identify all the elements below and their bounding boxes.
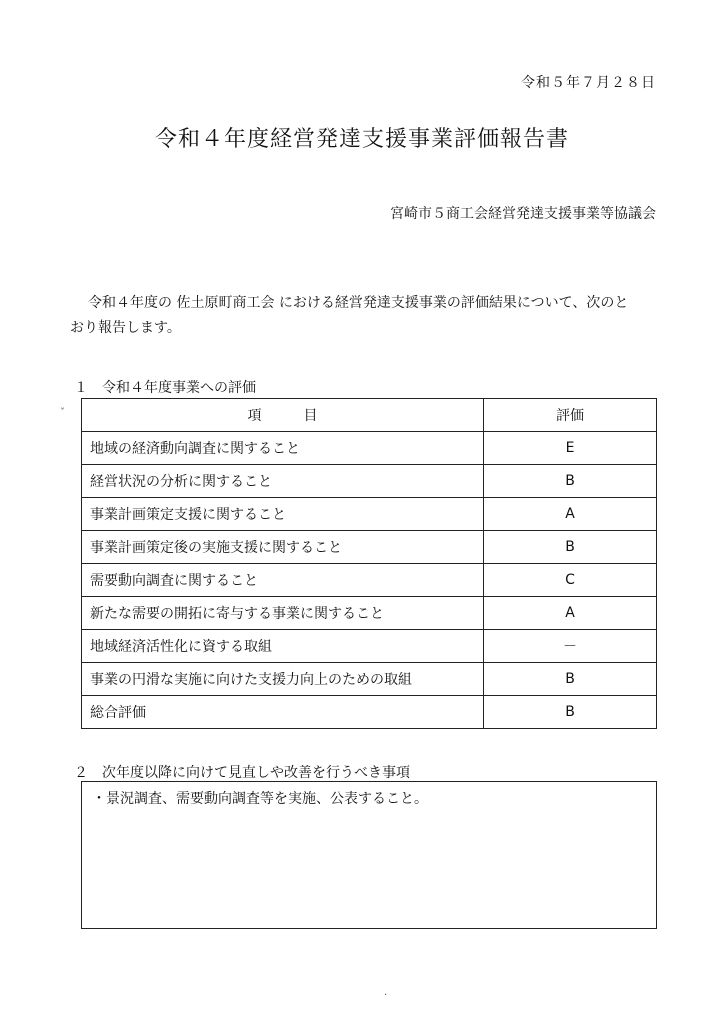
row-grade: C	[484, 564, 657, 597]
row-item: 事業の円滑な実施に向けた支援力向上のための取組	[82, 663, 484, 696]
organization-name: 宮崎市５商工会経営発達支援事業等協議会	[390, 206, 656, 222]
table-row	[82, 531, 657, 564]
intro-paragraph	[70, 291, 670, 341]
scan-mark: ·	[384, 990, 388, 1001]
row-grade: －	[484, 630, 657, 663]
row-item: 事業計画策定後の実施支援に関すること	[82, 531, 484, 564]
intro-line-1: 令和４年度の 佐土原町商工会 における経営発達支援事業の評価結果について、次のと	[88, 295, 629, 311]
row-grade: B	[484, 531, 657, 564]
row-grade: B	[484, 465, 657, 498]
table-row	[82, 564, 657, 597]
table-row	[82, 630, 657, 663]
table-row	[82, 498, 657, 531]
row-item: 地域経済活性化に資する取組	[82, 630, 484, 663]
row-grade: A	[484, 498, 657, 531]
row-grade: E	[484, 432, 657, 465]
table-row	[82, 663, 657, 696]
improvement-notes-box	[81, 781, 657, 929]
row-item: 地域の経済動向調査に関すること	[82, 432, 484, 465]
intro-line-2: おり報告します。	[70, 320, 181, 336]
row-item: 事業計画策定支援に関すること	[82, 498, 484, 531]
row-item: 経営状況の分析に関すること	[82, 465, 484, 498]
row-grade: B	[484, 663, 657, 696]
header-grade: 評価	[484, 399, 657, 432]
table-row	[82, 597, 657, 630]
row-grade: A	[484, 597, 657, 630]
table-header-row	[82, 399, 657, 432]
row-grade: B	[484, 696, 657, 729]
evaluation-table	[81, 398, 657, 729]
row-item: 総合評価	[82, 696, 484, 729]
section2-title: ２ 次年度以降に向けて見直しや改善を行うべき事項	[74, 765, 410, 781]
report-date: 令和５年７月２８日	[521, 75, 656, 91]
section1-title: １ 令和４年度事業への評価	[74, 380, 256, 396]
scan-mark: ˇ	[60, 408, 65, 419]
table-row	[82, 432, 657, 465]
row-item: 需要動向調査に関すること	[82, 564, 484, 597]
row-item: 新たな需要の開拓に寄与する事業に関すること	[82, 597, 484, 630]
header-item: 項 目	[82, 399, 484, 432]
table-row-total	[82, 696, 657, 729]
report-title: 令和４年度経営発達支援事業評価報告書	[154, 127, 569, 152]
table-row	[82, 465, 657, 498]
improvement-note: ・景況調査、需要動向調査等を実施、公表すること。	[92, 791, 428, 807]
